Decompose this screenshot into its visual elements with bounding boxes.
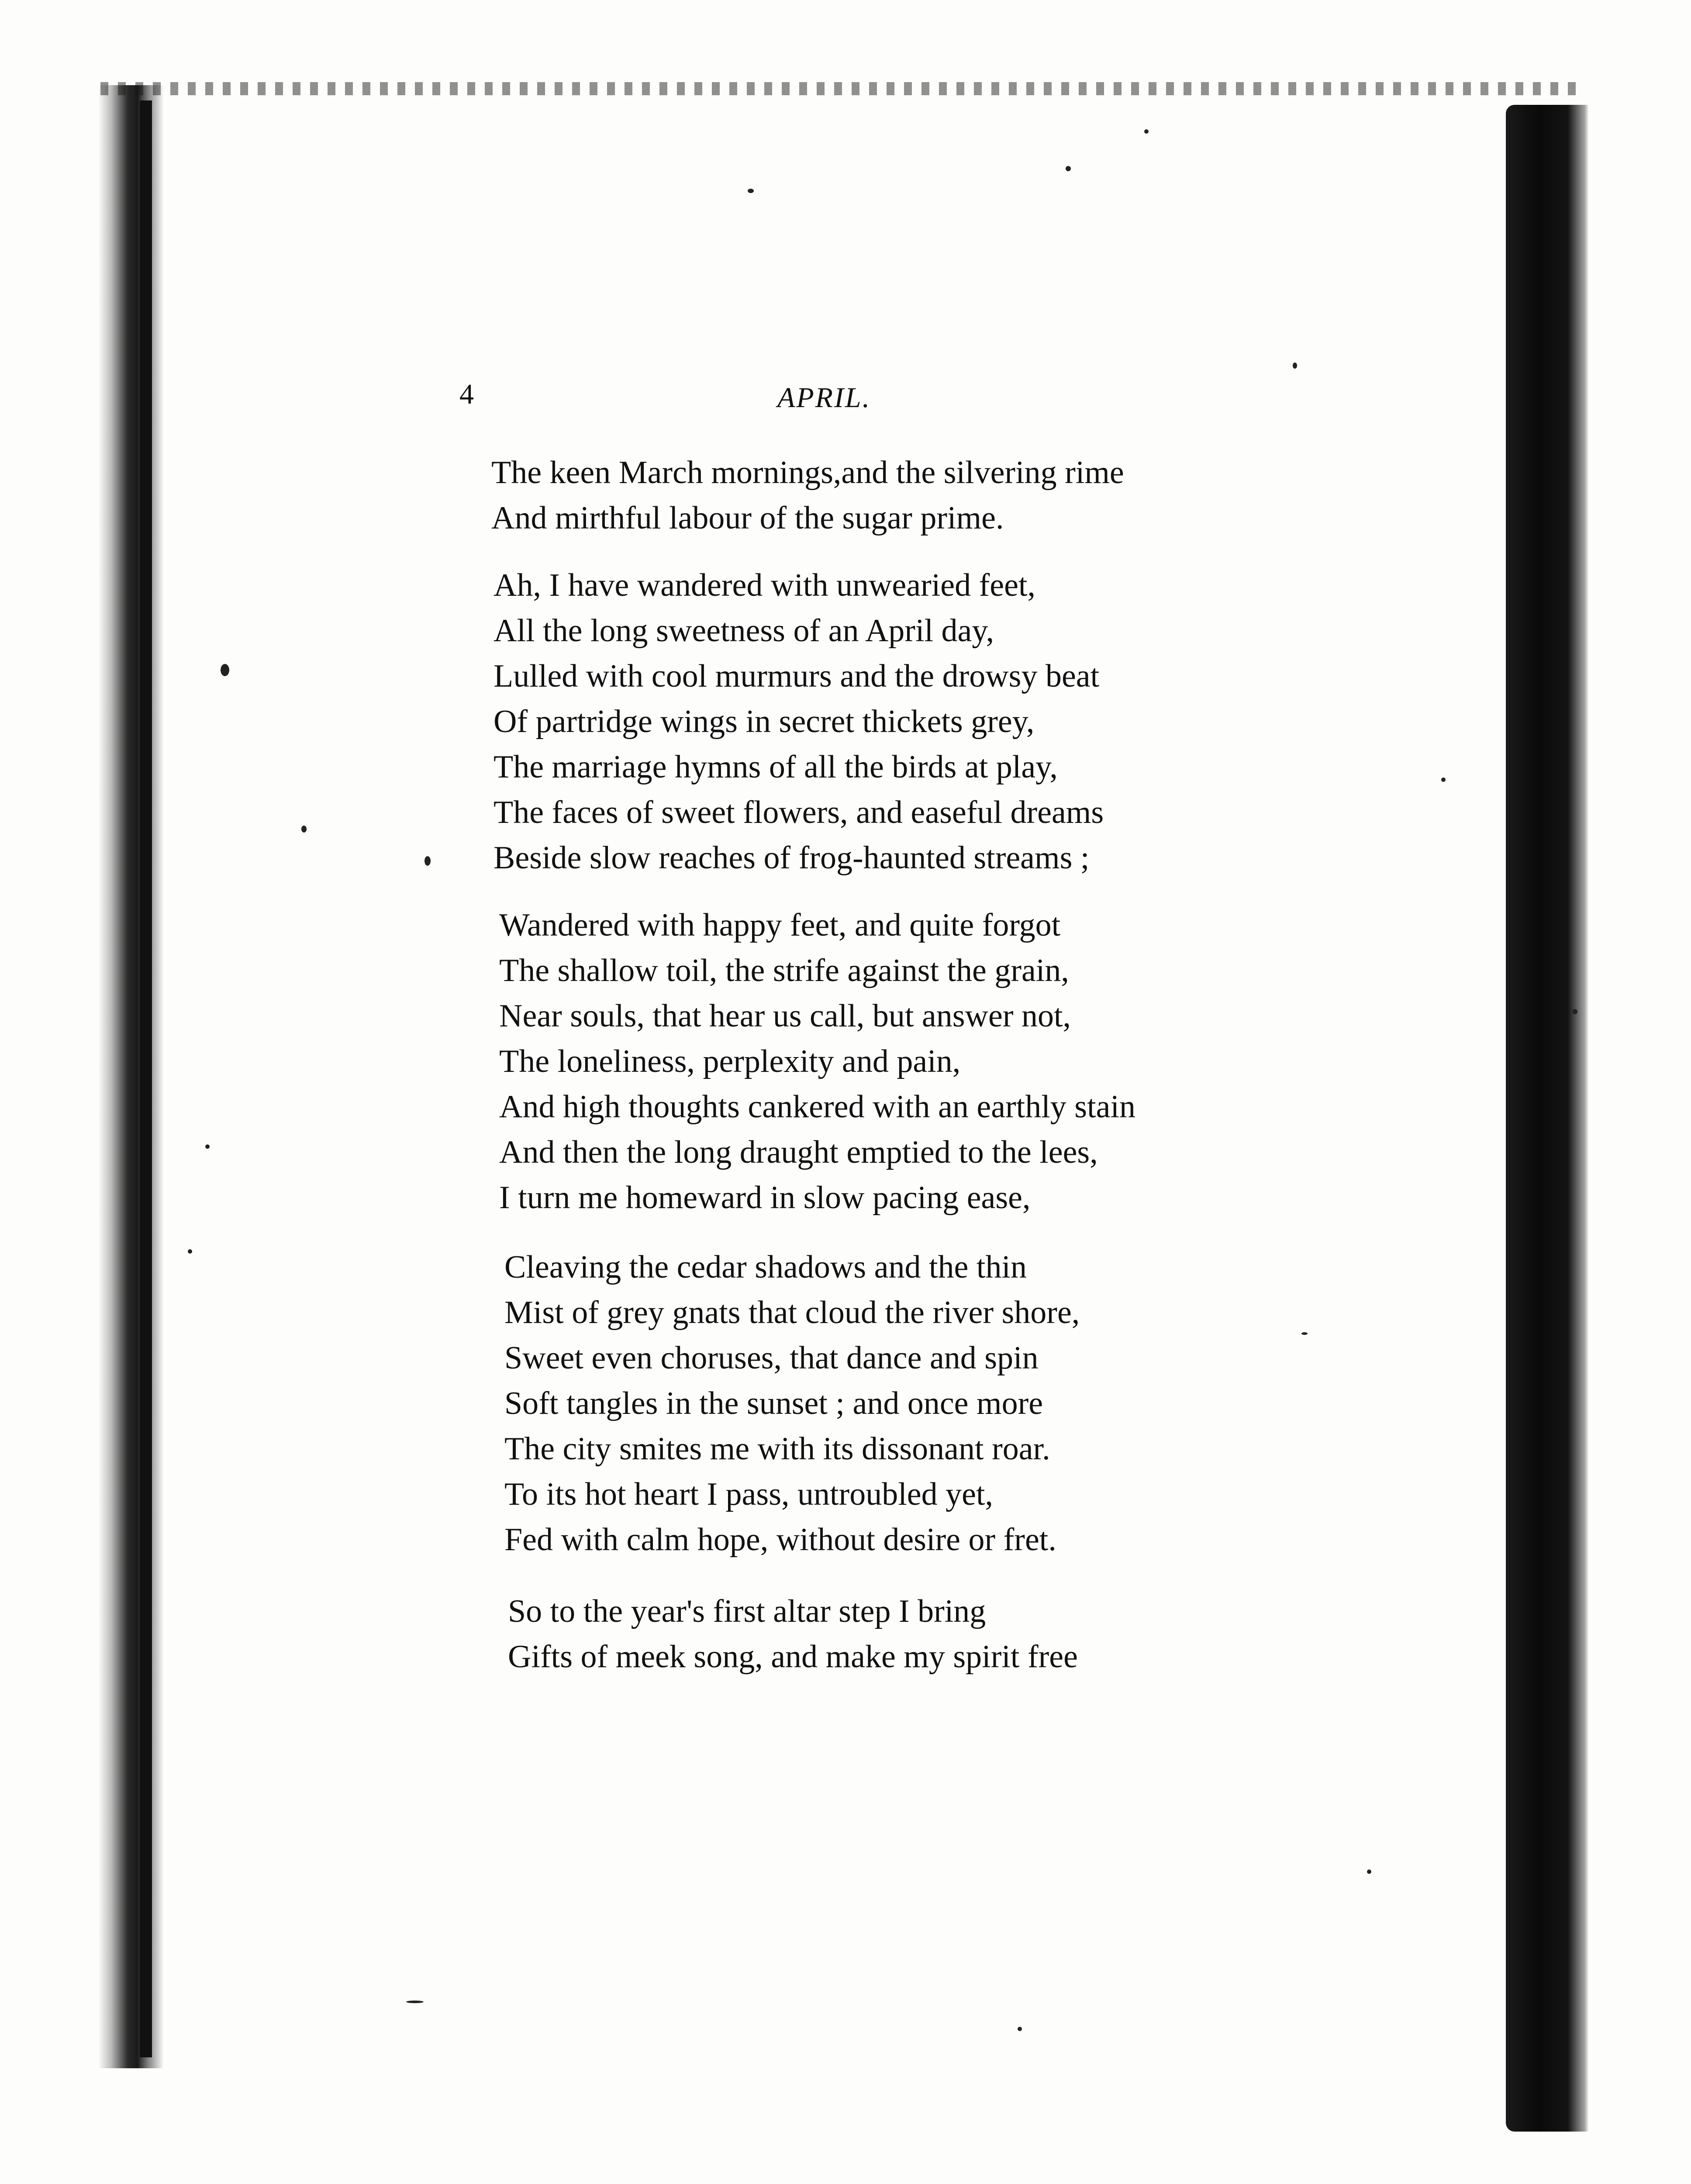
poem-line: Wandered with happy feet, and quite forgot	[499, 907, 1061, 943]
running-head: APRIL.	[777, 382, 871, 414]
poem-line: And then the long draught emptied to the lees,	[499, 1134, 1098, 1170]
poem-line: The loneliness, perplexity and pain,	[499, 1044, 961, 1079]
scan-speck	[1293, 363, 1297, 369]
poem-line: Ah, I have wandered with unwearied feet,	[493, 567, 1036, 603]
stanza	[491, 450, 1408, 541]
scan-speck	[406, 2001, 424, 2003]
scan-speck	[748, 189, 754, 193]
stanza	[499, 902, 1408, 1220]
poem-line: And high thoughts cankered with an earthly stain	[499, 1089, 1136, 1125]
poem-line: Mist of grey gnats that cloud the river shore,	[504, 1295, 1080, 1330]
stanza	[508, 1589, 1408, 1679]
poem-line: The shallow toil, the strife against the grain,	[499, 953, 1069, 988]
poem-line: The marriage hymns of all the birds at play,	[493, 749, 1058, 785]
page-number: 4	[459, 378, 474, 410]
scan-speck	[301, 826, 307, 833]
scan-speck	[1018, 2027, 1022, 2031]
scan-speck	[205, 1144, 210, 1149]
poem-line: Fed with calm hope, without desire or fret.	[504, 1522, 1056, 1558]
poem-line: To its hot heart I pass, untroubled yet,	[504, 1476, 993, 1512]
page-edge-shadow-right	[1506, 105, 1589, 2132]
scan-speck	[1066, 166, 1071, 171]
poem-line: All the long sweetness of an April day,	[493, 613, 994, 649]
poem-line: And mirthful labour of the sugar prime.	[491, 500, 1004, 536]
scan-speck	[424, 856, 431, 866]
scan-speck	[1144, 129, 1149, 134]
scan-noise-top	[100, 82, 1585, 95]
scan-speck	[188, 1249, 192, 1254]
stanza	[504, 1244, 1408, 1562]
poem-line: Sweet even choruses, that dance and spin	[504, 1340, 1039, 1376]
poem-line: Soft tangles in the sunset ; and once more	[504, 1386, 1043, 1421]
poem-line: I turn me homeward in slow pacing ease,	[499, 1180, 1031, 1216]
poem-line: Beside slow reaches of frog-haunted streams ;	[493, 840, 1090, 876]
poem-line: Lulled with cool murmurs and the drowsy beat	[493, 658, 1100, 694]
scan-speck	[1367, 1870, 1371, 1874]
poem-line: So to the year's first altar step I bring	[508, 1593, 986, 1629]
scan-speck	[1572, 1009, 1577, 1014]
poem-line: Near souls, that hear us call, but answer not,	[499, 998, 1071, 1034]
scan-speck	[1441, 778, 1446, 782]
stanza	[493, 563, 1408, 881]
scan-speck	[221, 664, 229, 676]
poem-line: The keen March mornings,and the silvering rime	[491, 455, 1124, 491]
poem-line: The faces of sweet flowers, and easeful dreams	[493, 795, 1104, 830]
poem-line: Of partridge wings in secret thickets grey,	[493, 704, 1035, 740]
poem-line: The city smites me with its dissonant roar.	[504, 1431, 1050, 1467]
binding-shadow-left	[98, 85, 164, 2068]
poem-body	[491, 450, 1408, 1701]
poem-line: Cleaving the cedar shadows and the thin	[504, 1249, 1027, 1285]
binding-line-left	[140, 100, 152, 2057]
poem-line: Gifts of meek song, and make my spirit free	[508, 1639, 1078, 1675]
